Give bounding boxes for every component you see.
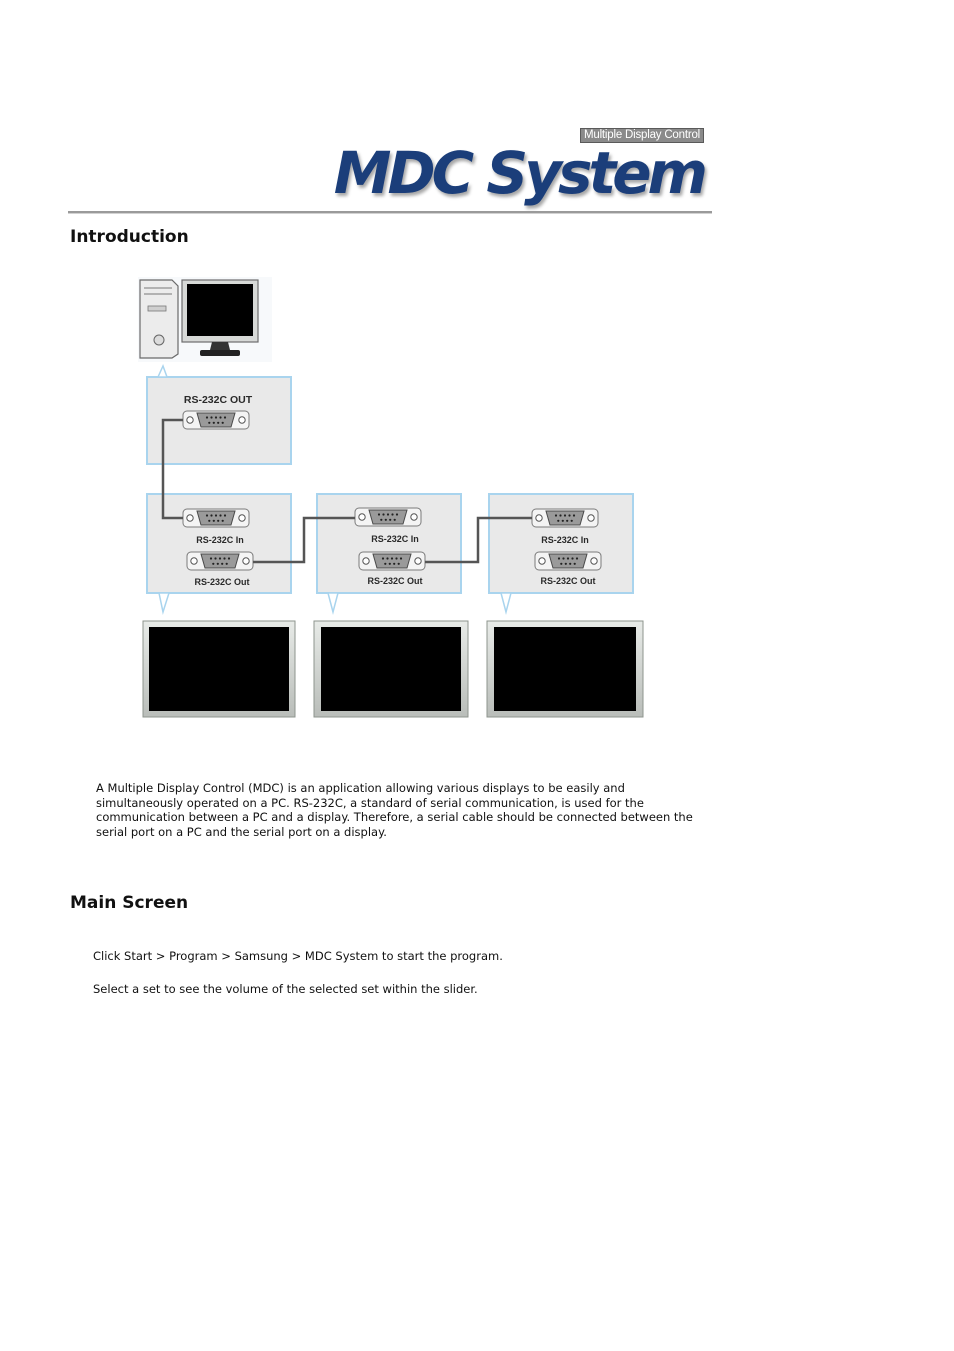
display-serial-panel-1	[147, 494, 291, 612]
header-banner	[330, 122, 710, 214]
rs232c-in-label: RS-232C In	[541, 535, 589, 545]
rs232c-out-label: RS-232C Out	[194, 577, 250, 587]
header-divider	[68, 211, 712, 214]
pc-computer-icon	[138, 277, 272, 362]
header-subtitle: Multiple Display Control	[580, 128, 704, 143]
display-screen-3	[487, 621, 643, 717]
rs232c-out-label: RS-232C Out	[540, 576, 596, 586]
main-screen-instruction-select: Select a set to see the volume of the selected set within the slider.	[93, 982, 478, 996]
mdc-system-logo: MDC System	[333, 139, 704, 207]
display-screen-1	[143, 621, 295, 717]
rs232c-out-label: RS-232C Out	[367, 576, 423, 586]
section-title-main-screen: Main Screen	[70, 893, 189, 913]
rs232c-in-label: RS-232C In	[371, 534, 419, 544]
display-screen-2	[314, 621, 468, 717]
connection-diagram	[132, 270, 652, 730]
display-serial-panel-2	[317, 494, 461, 612]
section-title-introduction: Introduction	[70, 227, 189, 247]
display-serial-panel-3	[489, 494, 633, 612]
rs232c-in-label: RS-232C In	[196, 535, 244, 545]
pc-serial-panel	[147, 366, 291, 464]
rs232c-out-label: RS-232C OUT	[183, 394, 253, 406]
intro-paragraph: A Multiple Display Control (MDC) is an application allowing various displays to be easily and simultaneously operated on a PC. RS-232C, a standard of serial communication, is used for the communication between a PC and a display. Therefore, a serial cable should be connected between the serial port on a PC and the serial port on a display.	[96, 781, 693, 839]
main-screen-instruction-start: Click Start > Program > Samsung > MDC System to start the program.	[93, 949, 503, 963]
